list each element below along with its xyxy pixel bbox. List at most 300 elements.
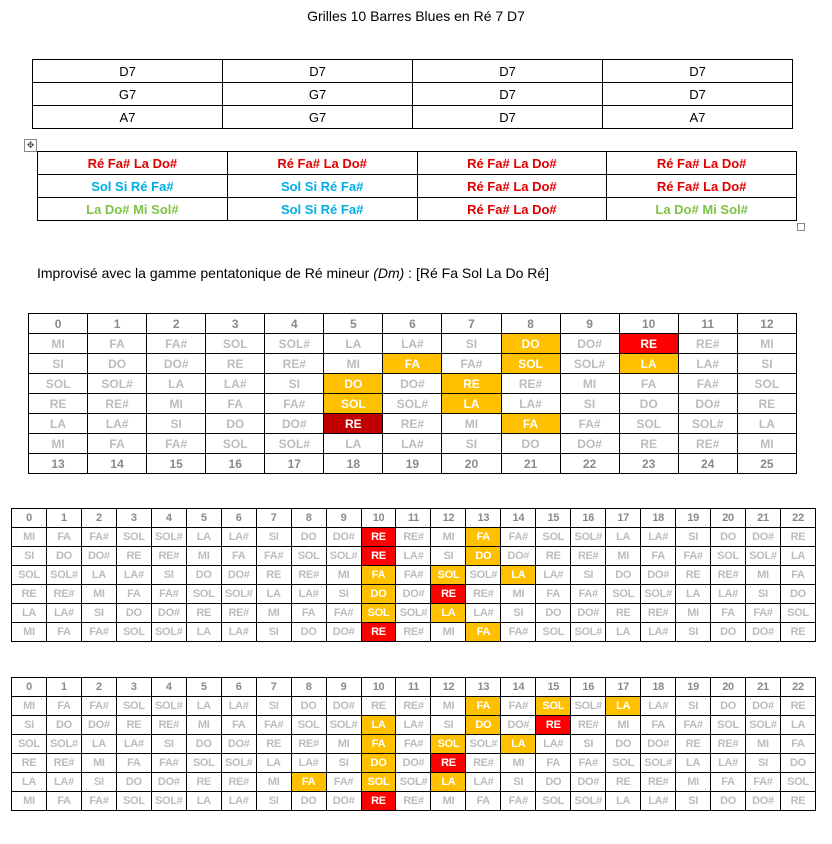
- string-row: [29, 414, 797, 434]
- note-cell: SI: [256, 697, 291, 716]
- chord-notes-cell: Sol Si Ré Fa#: [38, 175, 228, 198]
- note-cell: RE#: [501, 374, 560, 394]
- highlighted-note-cell: SOL: [431, 735, 466, 754]
- note-cell: SOL#: [326, 716, 361, 735]
- note-cell: RE: [256, 735, 291, 754]
- note-cell: FA#: [256, 547, 291, 566]
- fret-number: 11: [678, 314, 737, 334]
- fret-numbers-row: [29, 454, 797, 474]
- note-cell: DO: [291, 697, 326, 716]
- note-cell: LA: [256, 585, 291, 604]
- note-cell: RE#: [571, 716, 606, 735]
- note-cell: LA#: [46, 604, 81, 623]
- note-cell: DO: [291, 528, 326, 547]
- note-cell: LA#: [501, 394, 560, 414]
- note-cell: SOL: [606, 585, 641, 604]
- note-cell: SOL#: [88, 374, 147, 394]
- note-cell: LA#: [641, 697, 676, 716]
- note-cell: LA#: [711, 754, 746, 773]
- note-cell: RE: [186, 773, 221, 792]
- note-cell: DO: [206, 414, 265, 434]
- note-cell: SOL: [206, 434, 265, 454]
- note-cell: DO: [291, 623, 326, 642]
- highlighted-note-cell: SOL: [431, 566, 466, 585]
- note-cell: SOL: [116, 792, 151, 811]
- note-cell: LA: [780, 716, 815, 735]
- note-cell: SI: [326, 754, 361, 773]
- note-cell: SI: [256, 792, 291, 811]
- note-cell: MI: [676, 604, 711, 623]
- table-resize-handle-icon[interactable]: [797, 223, 805, 231]
- note-cell: DO#: [678, 394, 737, 414]
- note-cell: LA: [186, 623, 221, 642]
- note-cell: FA: [536, 754, 571, 773]
- note-cell: DO: [88, 354, 147, 374]
- note-cell: FA#: [560, 414, 619, 434]
- note-cell: RE#: [571, 547, 606, 566]
- note-cell: LA: [324, 434, 383, 454]
- note-cell: FA#: [442, 354, 501, 374]
- note-cell: MI: [431, 792, 466, 811]
- note-cell: MI: [501, 754, 536, 773]
- note-cell: DO: [780, 754, 815, 773]
- highlighted-note-cell: FA: [361, 735, 396, 754]
- fret-number: 18: [641, 509, 676, 528]
- chord-grid-table: [32, 59, 793, 129]
- fret-number: 21: [746, 509, 781, 528]
- note-cell: SOL: [711, 547, 746, 566]
- note-cell: LA: [606, 623, 641, 642]
- fret-number: 25: [737, 454, 796, 474]
- note-cell: LA#: [383, 334, 442, 354]
- highlighted-note-cell: RE: [442, 374, 501, 394]
- note-cell: FA: [88, 434, 147, 454]
- highlighted-note-cell: DO: [361, 754, 396, 773]
- note-cell: DO#: [560, 434, 619, 454]
- note-cell: FA: [221, 716, 256, 735]
- note-cell: RE: [116, 547, 151, 566]
- fret-number: 3: [116, 678, 151, 697]
- note-cell: LA#: [641, 528, 676, 547]
- chord-cell: A7: [33, 106, 223, 129]
- note-cell: LA#: [711, 585, 746, 604]
- note-cell: RE#: [641, 604, 676, 623]
- note-cell: SOL#: [326, 547, 361, 566]
- note-cell: SOL#: [221, 585, 256, 604]
- note-cell: SI: [256, 623, 291, 642]
- fret-number: 11: [396, 509, 431, 528]
- highlighted-note-cell: FA: [466, 623, 501, 642]
- fret-number: 4: [151, 678, 186, 697]
- note-cell: RE#: [466, 585, 501, 604]
- fret-number: 10: [361, 509, 396, 528]
- note-cell: RE#: [711, 735, 746, 754]
- note-cell: SOL#: [383, 394, 442, 414]
- note-cell: SOL#: [151, 792, 186, 811]
- note-cell: FA: [291, 604, 326, 623]
- note-cell: FA: [206, 394, 265, 414]
- highlighted-note-cell: SOL: [324, 394, 383, 414]
- note-cell: SOL#: [151, 528, 186, 547]
- fret-number: 9: [326, 509, 361, 528]
- note-cell: LA#: [116, 566, 151, 585]
- highlighted-note-cell: DO: [466, 547, 501, 566]
- note-cell: LA#: [206, 374, 265, 394]
- note-cell: LA: [186, 697, 221, 716]
- note-cell: SI: [501, 773, 536, 792]
- fret-number: 19: [676, 678, 711, 697]
- note-cell: SOL: [116, 623, 151, 642]
- note-cell: RE#: [46, 585, 81, 604]
- chord-notes-table: [37, 151, 797, 221]
- fret-number: 22: [780, 678, 815, 697]
- note-cell: LA#: [641, 623, 676, 642]
- note-cell: RE: [206, 354, 265, 374]
- note-cell: FA#: [676, 547, 711, 566]
- note-cell: LA#: [221, 528, 256, 547]
- note-cell: MI: [442, 414, 501, 434]
- fret-number: 14: [501, 678, 536, 697]
- note-cell: DO: [116, 773, 151, 792]
- fret-number: 17: [606, 509, 641, 528]
- note-cell: SOL: [29, 374, 88, 394]
- note-cell: RE#: [678, 334, 737, 354]
- highlighted-note-cell: LA: [606, 697, 641, 716]
- chord-notes-cell: La Do# Mi Sol#: [38, 198, 228, 221]
- chord-notes-cell: Ré Fa# La Do#: [38, 152, 228, 175]
- note-cell: SI: [431, 716, 466, 735]
- chord-cell: G7: [223, 106, 413, 129]
- fret-number: 22: [560, 454, 619, 474]
- fret-number: 15: [536, 509, 571, 528]
- note-cell: FA#: [571, 754, 606, 773]
- highlighted-note-cell: RE: [324, 414, 383, 434]
- fret-number: 9: [560, 314, 619, 334]
- note-cell: LA: [780, 547, 815, 566]
- note-cell: FA: [641, 547, 676, 566]
- note-cell: LA#: [221, 697, 256, 716]
- note-cell: MI: [501, 585, 536, 604]
- note-cell: DO#: [326, 792, 361, 811]
- highlighted-note-cell: LA: [501, 735, 536, 754]
- note-cell: SOL#: [571, 528, 606, 547]
- fret-number: 23: [619, 454, 678, 474]
- note-cell: SI: [676, 623, 711, 642]
- note-cell: SI: [256, 528, 291, 547]
- note-cell: FA#: [746, 604, 781, 623]
- note-cell: FA#: [256, 716, 291, 735]
- fret-number: 1: [46, 678, 81, 697]
- note-cell: RE#: [466, 754, 501, 773]
- highlighted-note-cell: RE: [361, 623, 396, 642]
- note-cell: SI: [147, 414, 206, 434]
- note-cell: FA: [46, 623, 81, 642]
- fret-number: 2: [81, 509, 116, 528]
- note-cell: LA#: [46, 773, 81, 792]
- note-cell: SOL#: [46, 735, 81, 754]
- highlighted-note-cell: LA: [431, 773, 466, 792]
- note-cell: FA#: [147, 434, 206, 454]
- note-cell: DO#: [383, 374, 442, 394]
- note-cell: SOL: [619, 414, 678, 434]
- note-cell: SOL#: [746, 716, 781, 735]
- fret-number: 20: [711, 509, 746, 528]
- note-cell: LA#: [536, 566, 571, 585]
- note-cell: MI: [737, 434, 796, 454]
- string-row: [12, 547, 816, 566]
- fret-number: 5: [186, 678, 221, 697]
- highlighted-note-cell: DO: [466, 716, 501, 735]
- fret-number: 3: [116, 509, 151, 528]
- highlighted-note-cell: LA: [442, 394, 501, 414]
- fret-number: 17: [265, 454, 324, 474]
- fret-numbers-row: [12, 509, 816, 528]
- chord-cell: D7: [413, 60, 603, 83]
- fret-number: 13: [466, 509, 501, 528]
- note-cell: SOL: [116, 528, 151, 547]
- note-cell: DO: [291, 792, 326, 811]
- note-cell: FA: [641, 716, 676, 735]
- note-cell: SI: [560, 394, 619, 414]
- note-cell: SOL: [536, 792, 571, 811]
- note-cell: RE: [536, 547, 571, 566]
- note-cell: DO#: [81, 547, 116, 566]
- note-cell: DO#: [221, 566, 256, 585]
- note-cell: MI: [324, 354, 383, 374]
- fret-numbers-row: [12, 678, 816, 697]
- note-cell: FA#: [678, 374, 737, 394]
- note-cell: SI: [501, 604, 536, 623]
- note-cell: RE#: [711, 566, 746, 585]
- fret-number: 14: [88, 454, 147, 474]
- string-row: [29, 374, 797, 394]
- note-cell: RE: [780, 623, 815, 642]
- string-row: [12, 623, 816, 642]
- note-cell: SI: [746, 754, 781, 773]
- note-cell: MI: [431, 623, 466, 642]
- note-cell: MI: [81, 585, 116, 604]
- note-cell: SI: [265, 374, 324, 394]
- highlighted-note-cell: RE: [619, 334, 678, 354]
- note-cell: DO#: [265, 414, 324, 434]
- note-cell: FA: [46, 528, 81, 547]
- note-cell: SOL#: [641, 754, 676, 773]
- chord-cell: D7: [413, 106, 603, 129]
- note-cell: SI: [431, 547, 466, 566]
- note-cell: RE#: [678, 434, 737, 454]
- note-cell: SI: [29, 354, 88, 374]
- string-row: [12, 604, 816, 623]
- note-cell: DO#: [151, 604, 186, 623]
- fretboard-2: [11, 508, 816, 642]
- note-cell: FA#: [501, 792, 536, 811]
- highlighted-note-cell: LA: [501, 566, 536, 585]
- table-move-handle-icon[interactable]: ✥: [24, 139, 37, 152]
- notes-row: [38, 198, 797, 221]
- highlighted-note-cell: SOL: [361, 604, 396, 623]
- note-cell: RE#: [291, 735, 326, 754]
- fret-number: 12: [431, 678, 466, 697]
- note-cell: MI: [560, 374, 619, 394]
- note-cell: FA: [711, 604, 746, 623]
- fret-number: 2: [147, 314, 206, 334]
- note-cell: LA#: [221, 792, 256, 811]
- note-cell: LA#: [88, 414, 147, 434]
- note-cell: FA#: [326, 773, 361, 792]
- note-cell: MI: [81, 754, 116, 773]
- highlighted-note-cell: SOL: [536, 697, 571, 716]
- fret-number: 1: [88, 314, 147, 334]
- note-cell: SI: [12, 547, 47, 566]
- note-cell: SI: [676, 792, 711, 811]
- note-cell: DO: [711, 623, 746, 642]
- note-cell: SOL#: [560, 354, 619, 374]
- note-cell: FA: [46, 697, 81, 716]
- note-cell: RE: [361, 697, 396, 716]
- fret-number: 17: [606, 678, 641, 697]
- note-cell: SOL#: [221, 754, 256, 773]
- note-cell: SOL: [780, 604, 815, 623]
- note-cell: LA#: [291, 585, 326, 604]
- fret-number: 24: [678, 454, 737, 474]
- note-cell: DO: [536, 773, 571, 792]
- fret-number: 12: [431, 509, 466, 528]
- fret-number: 2: [81, 678, 116, 697]
- note-cell: MI: [746, 735, 781, 754]
- note-cell: RE#: [396, 792, 431, 811]
- note-cell: RE: [606, 773, 641, 792]
- fret-number: 16: [206, 454, 265, 474]
- note-cell: SI: [151, 566, 186, 585]
- note-cell: SOL#: [265, 434, 324, 454]
- note-cell: SOL: [291, 547, 326, 566]
- note-cell: RE: [737, 394, 796, 414]
- chord-notes-cell: Sol Si Ré Fa#: [227, 198, 417, 221]
- highlighted-note-cell: FA: [361, 566, 396, 585]
- note-cell: LA#: [466, 773, 501, 792]
- note-cell: DO: [186, 566, 221, 585]
- note-cell: FA: [221, 547, 256, 566]
- note-cell: LA: [737, 414, 796, 434]
- note-cell: DO#: [746, 623, 781, 642]
- note-cell: SOL: [186, 585, 221, 604]
- note-cell: SOL: [291, 716, 326, 735]
- fret-number: 16: [571, 509, 606, 528]
- note-cell: RE#: [46, 754, 81, 773]
- fret-number: 6: [221, 678, 256, 697]
- note-cell: DO#: [396, 754, 431, 773]
- fret-number: 15: [536, 678, 571, 697]
- note-cell: LA#: [291, 754, 326, 773]
- note-cell: SOL: [536, 623, 571, 642]
- note-cell: DO#: [396, 585, 431, 604]
- note-cell: FA: [536, 585, 571, 604]
- note-cell: RE: [12, 585, 47, 604]
- note-cell: LA: [29, 414, 88, 434]
- fret-number: 19: [383, 454, 442, 474]
- fret-number: 8: [291, 678, 326, 697]
- note-cell: FA#: [151, 585, 186, 604]
- note-cell: SI: [571, 735, 606, 754]
- note-cell: LA#: [466, 604, 501, 623]
- note-cell: SOL#: [746, 547, 781, 566]
- note-cell: LA: [324, 334, 383, 354]
- note-cell: MI: [676, 773, 711, 792]
- note-cell: DO#: [641, 735, 676, 754]
- fret-number: 20: [442, 454, 501, 474]
- note-cell: DO#: [151, 773, 186, 792]
- caption-scale: : [Ré Fa Sol La Do Ré]: [404, 265, 550, 281]
- note-cell: RE: [116, 716, 151, 735]
- chord-row: [33, 106, 793, 129]
- fret-number: 9: [326, 678, 361, 697]
- note-cell: SOL: [116, 697, 151, 716]
- note-cell: DO: [501, 434, 560, 454]
- note-cell: DO#: [571, 604, 606, 623]
- note-cell: RE: [676, 735, 711, 754]
- note-cell: SI: [326, 585, 361, 604]
- note-cell: SOL#: [571, 697, 606, 716]
- note-cell: MI: [606, 547, 641, 566]
- page-title: Grilles 10 Barres Blues en Ré 7 D7: [307, 8, 525, 24]
- note-cell: SOL: [737, 374, 796, 394]
- string-row: [29, 394, 797, 414]
- note-cell: RE#: [221, 773, 256, 792]
- note-cell: DO#: [641, 566, 676, 585]
- note-cell: LA#: [221, 623, 256, 642]
- chord-cell: G7: [33, 83, 223, 106]
- highlighted-note-cell: SOL: [501, 354, 560, 374]
- note-cell: SOL#: [396, 604, 431, 623]
- chord-notes-cell: Ré Fa# La Do#: [417, 198, 607, 221]
- fret-number: 11: [396, 678, 431, 697]
- note-cell: DO#: [326, 697, 361, 716]
- note-cell: SOL: [606, 754, 641, 773]
- fret-number: 6: [383, 314, 442, 334]
- note-cell: FA#: [81, 697, 116, 716]
- note-cell: SI: [442, 434, 501, 454]
- note-cell: DO: [711, 528, 746, 547]
- note-cell: RE#: [265, 354, 324, 374]
- note-cell: MI: [29, 334, 88, 354]
- note-cell: SI: [746, 585, 781, 604]
- note-cell: SOL: [12, 735, 47, 754]
- fret-number: 1: [46, 509, 81, 528]
- note-cell: SOL#: [678, 414, 737, 434]
- fret-number: 13: [29, 454, 88, 474]
- note-cell: FA#: [81, 623, 116, 642]
- note-cell: FA#: [326, 604, 361, 623]
- note-cell: RE: [12, 754, 47, 773]
- fret-number: 8: [291, 509, 326, 528]
- fretboard-3: [11, 677, 816, 811]
- note-cell: DO: [116, 604, 151, 623]
- note-cell: MI: [431, 528, 466, 547]
- note-cell: MI: [12, 528, 47, 547]
- highlighted-note-cell: RE: [431, 754, 466, 773]
- chord-row: [33, 60, 793, 83]
- chord-notes-cell: La Do# Mi Sol#: [607, 198, 797, 221]
- note-cell: SI: [81, 773, 116, 792]
- fretboard-1: [28, 313, 797, 474]
- caption-text: Improvisé avec la gamme pentatonique de Ré mineur: [37, 265, 374, 281]
- note-cell: MI: [12, 623, 47, 642]
- note-cell: LA: [256, 754, 291, 773]
- note-cell: SI: [81, 604, 116, 623]
- caption-key: (Dm): [373, 265, 405, 281]
- chord-cell: D7: [603, 83, 793, 106]
- note-cell: FA: [466, 792, 501, 811]
